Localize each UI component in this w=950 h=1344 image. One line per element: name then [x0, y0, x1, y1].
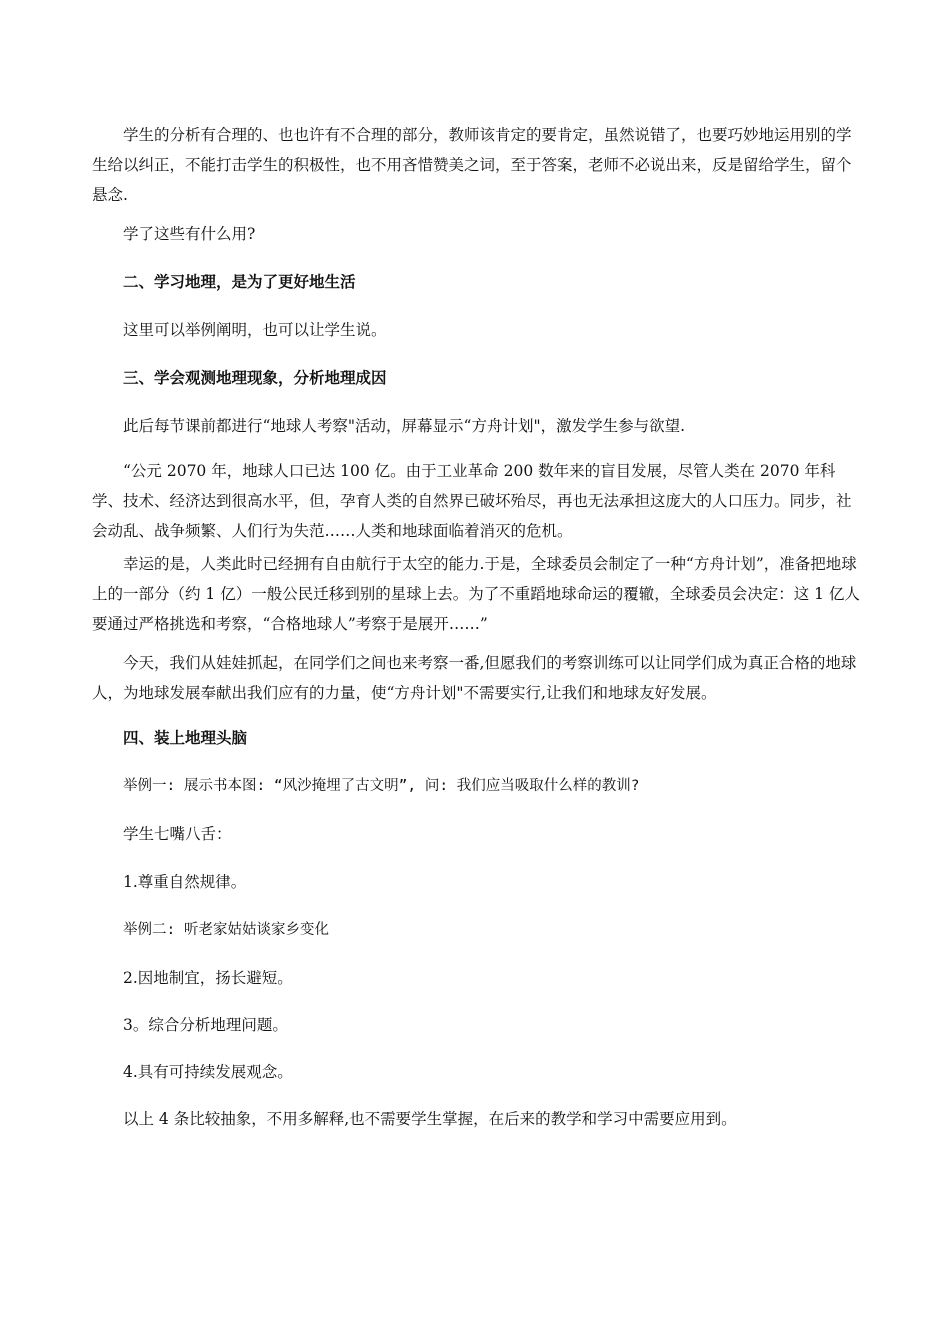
- example-two: 举例二: 听老家姑姑谈家乡变化: [123, 922, 329, 938]
- paragraph-summary: 以上 4 条比较抽象，不用多解释,也不需要学生掌握，在后来的教学和学习中需要应用到。: [123, 1110, 737, 1128]
- paragraph-earthling-activity: 此后每节课前都进行“地球人考察"活动，屏幕显示“方舟计划"，激发学生参与欲望.: [123, 417, 686, 435]
- paragraph-today: 今天，我们从娃娃抓起，在同学们之间也来考察一番,但愿我们的考察训练可以让同学们成为真正合格的地球人，为地球发展奉献出我们应有的力量，使“方舟计划"不需要实行,让我们和地球友好发展。: [92, 654, 857, 702]
- list-item-3: 3。综合分析地理问题。: [123, 1016, 288, 1034]
- section-heading-4: 四、装上地理头脑: [123, 728, 248, 747]
- list-item-4: 4.具有可持续发展观念。: [123, 1063, 293, 1081]
- section-heading-2: 二、学习地理，是为了更好地生活: [123, 272, 356, 291]
- paragraph-question: 学了这些有什么用?: [123, 225, 256, 243]
- paragraph-year-2070: “公元 2070 年，地球人口已达 100 亿。由于工业革命 200 数年来的盲目发展，尽管人类在 2070 年科学、技术、经济达到很高水平，但，孕育人类的自然界已破坏殆尽，再也无法承担这庞大的人口压力。同步，社会动乱、战争频繁、人们行为失范……人类和地球面临着消灭的危机。: [92, 462, 852, 540]
- list-item-1: 1.尊重自然规律。: [123, 873, 247, 891]
- paragraph-explain: 这里可以举例阐明，也可以让学生说。: [123, 321, 387, 339]
- example-one: 举例一: 展示书本图: “风沙掩埋了古文明”, 问: 我们应当吸取什么样的教训?: [123, 778, 640, 794]
- paragraph-teacher-guidance: 学生的分析有合理的、也也许有不合理的部分，教师该肯定的要肯定，虽然说错了，也要巧妙地运用别的学生给以纠正，不能打击学生的积极性，也不用吝惜赞美之词，至于答案，老师不必说出来，反是留给学生，留个悬念.: [92, 126, 852, 204]
- list-item-2: 2.因地制宜，扬长避短。: [123, 969, 293, 987]
- section-heading-3: 三、学会观测地理现象，分析地理成因: [123, 368, 387, 387]
- paragraph-students-discuss: 学生七嘴八舌：: [123, 825, 232, 843]
- paragraph-ark-plan: 幸运的是，人类此时已经拥有自由航行于太空的能力.于是，全球委员会制定了一种“方舟计划”，准备把地球上的一部分（约 1 亿）一般公民迁移到别的星球上去。为了不重蹈地球命运的覆辙，全球委员会决定：这 1 亿人要通过严格挑选和考察，“合格地球人”考察于是展开……”: [92, 555, 860, 633]
